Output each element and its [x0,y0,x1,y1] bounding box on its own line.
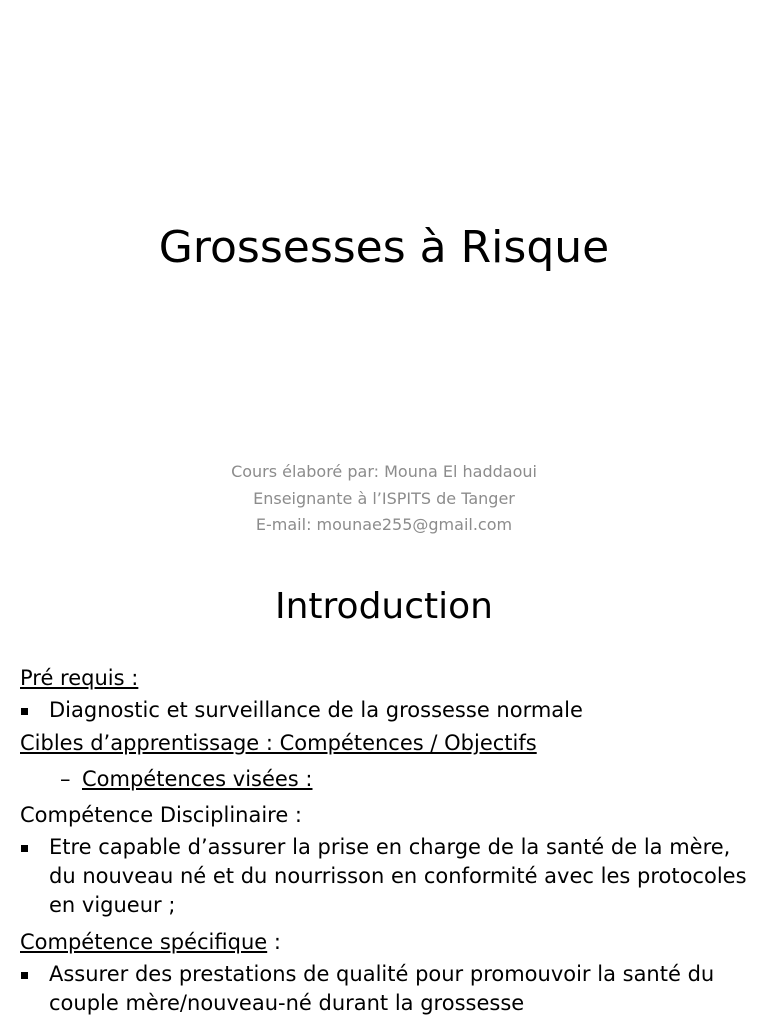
specifique-heading: Compétence spécifique [20,930,268,954]
competences-visees-label: Compétences visées : [82,767,313,791]
specifique-heading-row [20,924,760,960]
cibles-heading: Cibles d’apprentissage : Compétences / Objectifs [20,731,537,755]
list-item [20,960,760,1018]
bullet-icon [21,972,28,979]
slide-title: Grossesses à Risque [158,222,610,273]
list-item-text: Diagnostic et surveillance de la grossesse normale [49,698,583,722]
author-line: Cours élaboré par: Mouna El haddaoui [231,462,537,481]
specifique-colon: : [267,930,281,954]
list-item [20,833,760,920]
author-info [0,459,768,539]
affiliation-line: Enseignante à l’ISPITS de Tanger [253,488,515,508]
section-title: Introduction [274,586,493,627]
email-line: E-mail: mounae255@gmail.com [255,515,513,534]
bullet-icon [21,708,28,715]
bullet-icon [21,845,28,852]
prerequis-heading: Pré requis : [20,666,139,690]
dash-icon: – [60,767,71,791]
sub-list-item [20,761,760,797]
list-item-text: Etre capable d’assurer la prise en charge de la santé de la mère, du nouveau né et du nourrisson en conformité avec les protocoles en vigueur ; [49,835,747,917]
slide-content [20,660,760,1018]
disciplinaire-heading: Compétence Disciplinaire : [20,803,303,827]
list-item [20,696,760,725]
list-item-text: Assurer des prestations de qualité pour promouvoir la santé du couple mère/nouveau-né durant la grossesse [49,962,715,1015]
